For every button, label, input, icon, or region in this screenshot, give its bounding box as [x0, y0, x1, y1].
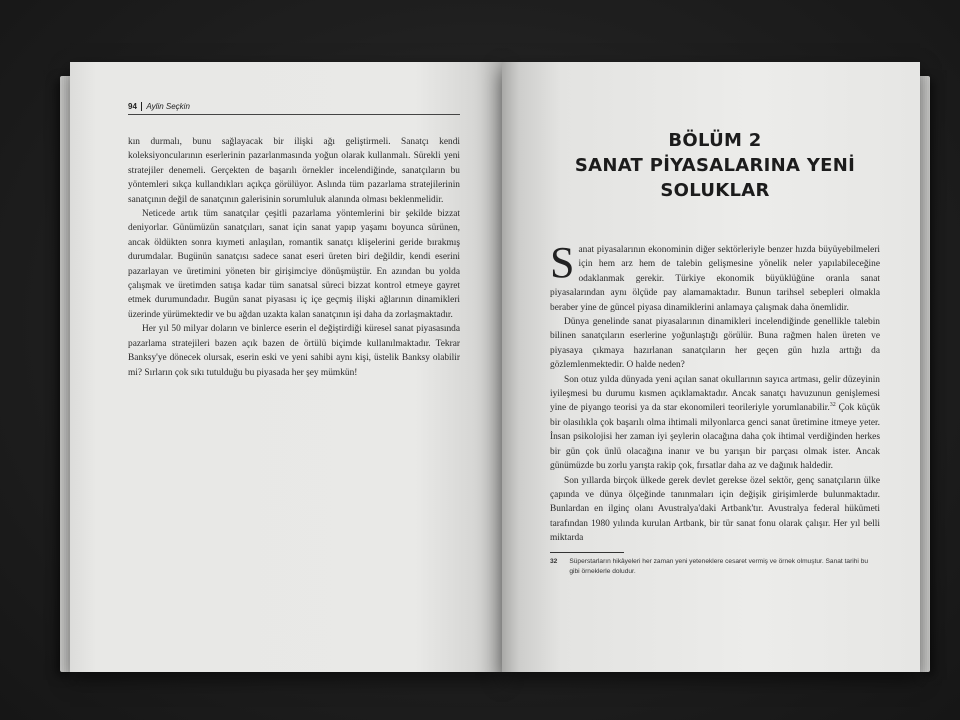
- chapter-title-line-2: SOLUKLAR: [660, 180, 770, 201]
- right-page: [502, 62, 920, 672]
- right-body-text: [550, 238, 880, 546]
- paragraph: Her yıl 50 milyar doların ve binlerce eserin el değiştirdiği küresel sanat piyasasında pazarlama stratejileri bazen açık bazen de örtülü biçimde kullanılmaktadır. Tekrar Banksy'ye dönecek olursak, eserin eski ve yeni sahibi aynı kişi, üstelik Banksy olabilir mi? Sırların çok sıkı tutulduğu bu piyasada her şey mümkün!: [128, 324, 460, 378]
- footnote-reference: 32: [829, 402, 836, 409]
- paragraph-text-continued: Çok küçük bir olasılıkla çok başarılı olma ihtimali milyonlarca genci sanat üretimine itmeye yeter. İnsan psikolojisi her zaman iyi şeylerin olacağına daha çok ihtimal verdiğinden herkes bir gün çok ünlü olacağına inanır ve bu yarışın bir parçası olmak ister. Ancak günümüzde bu zorlu yarışta rakip çok, fırsatlar daha az ve dağınık haldedir.: [550, 403, 880, 472]
- left-page: [70, 62, 502, 672]
- page-stack-right: [920, 76, 930, 672]
- footnote-rule: [550, 552, 624, 553]
- paragraph-text: Son otuz yılda dünyada yeni açılan sanat okullarının sayıca artması, gelir düzeyinin iyileşmesi bu durumu kısmen açıklamaktadır. Ancak sanatçı havuzunun genişlemesi yine de piyango teorisi ya da star ekonomileri teorileriyle yorumlanabilir.: [550, 374, 880, 414]
- chapter-title: [550, 128, 880, 203]
- separator-bar: [141, 102, 143, 111]
- paragraph: Dünya genelinde sanat piyasalarının dinamikleri incelendiğinde genellikle talebin bilinen sanatçıların eserlerine yoğunlaştığı görülür. Buna rağmen halen üreten ve piyasaya çıkmaya hazırlanan sanatçıların her geçen gün hızla arttığı da gözlemlenmektedir. O halde neden?: [550, 317, 880, 371]
- left-body-text: [128, 135, 460, 380]
- drop-cap: S: [550, 238, 575, 287]
- running-head-author: Aylin Seçkin: [146, 102, 190, 111]
- footnote: [550, 557, 880, 577]
- open-book: [60, 62, 930, 684]
- footnote-number: 32: [550, 557, 558, 565]
- chapter-number: BÖLÜM 2: [668, 130, 762, 151]
- footnote-text: Süperstarların hikâyeleri her zaman yeni yeteneklere cesaret vermiş ve örnek olmuştur. Sanat tarihi bu gibi örneklerle doludur.: [569, 557, 869, 575]
- opening-paragraph-text: anat piyasalarının ekonominin diğer sektörleriyle benzer hızda büyüyebilmeleri için hem arz hem de talebin gelişmesine yönelik neler yapılabileceğine odaklanmak gerekir. Türkiye ekonomik büyüklüğüne oranla sanat piyasalarından aynı ölçüde pay alamamaktadır. Bunun tarihsel sebepleri olmakla beraber yine de güncel piyasa dinamiklerini anlamaya çalışmak daha önemlidir.: [550, 245, 880, 313]
- paragraph: kın durmalı, bunu sağlayacak bir ilişki ağı geliştirmeli. Sanatçı kendi koleksiyoncularının eserlerinin pazarlanmasında yoğun olarak kullanmalı. Sürekli yeni stratejiler denemeli. Gerçekten de başarılı örnekler incelendiğinde, sanatçıların bu yöntemleri sıkça kullandıkları açıkça görülüyor. Aslında tüm pazarlama stratejilerinin sanatçının değil de sanatçının galerisinin sorumluluk alanında olması beklenmelidir.: [128, 137, 460, 205]
- chapter-title-line-1: SANAT PİYASALARINA YENİ: [574, 155, 856, 176]
- running-head: [128, 102, 460, 115]
- paragraph: [550, 373, 880, 474]
- paragraph: Neticede artık tüm sanatçılar çeşitli pazarlama yöntemlerini bir şekilde bizzat deniyorlar. Günümüzün sanatçıları, sanat için sanat yapıp yaşamı boyunca sürünen, ancak öldükten sonra kıymeti anlaşılan, romantik sanatçı klişelerini geride bırakmış durumdalar. Bugünün sanatçısı sadece sanat eseri üreten biri değildir, kendi eserini pazarlayan ve üretimini yöneten bir girişimciye dönüşmüştür. En azından bu yolda çalışmak ve üretimden satışa kadar tüm sanatsal süreci bizzat kontrol etmeye gayret etmek durumundadır. Bugün sanat piyasası iç içe geçmiş ilişki ağlarının dinamikleri üzerinde yürümektedir ve bu ağdan uzakta kalan sanatçının işi daha da zorlaşmaktadır.: [128, 209, 460, 320]
- opening-paragraph: [550, 238, 880, 315]
- paragraph: Son yıllarda birçok ülkede gerek devlet gerekse özel sektör, genç sanatçıların ülke çapında ve dünya ölçeğinde tanınmaları için değişik girişimlerde bulunmaktadır. Bunlardan en ilginç olanı Avustralya'daki Artbank'tır. Avustralya federal hükümeti tarafından 1980 yılında kurulan Artbank, bir tür sanat fonu olarak çalışır. Her yıl belli miktarda: [550, 475, 880, 544]
- page-number: 94: [128, 102, 137, 111]
